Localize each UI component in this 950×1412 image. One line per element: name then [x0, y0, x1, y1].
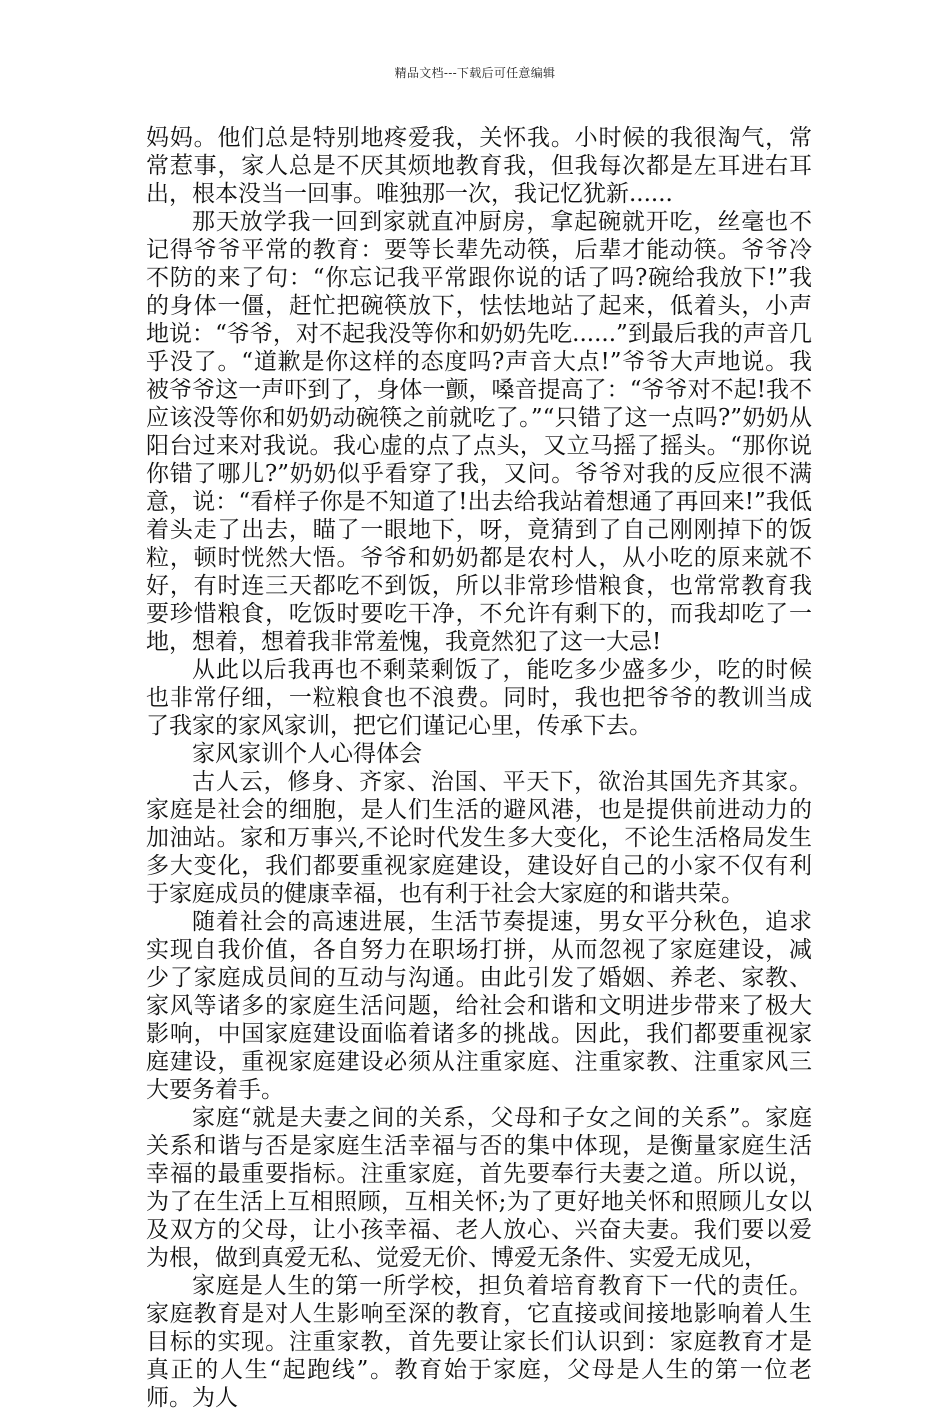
paragraph: 家庭是人生的第一所学校，担负着培育教育下一代的责任。家庭教育是对人生影响至深的教育，它直接或间接地影响着人生目标的实现。注重家教，首先要让家长们认识到：家庭教育才是真正的人生“起跑线”。教育始于家庭，父母是人生的第一位老师。为人	[146, 1273, 812, 1411]
paragraph: 从此以后我再也不剩菜剩饭了，能吃多少盛多少，吃的时候也非常仔细，一粒粮食也不浪费。同时，我也把爷爷的教训当成了我家的家风家训，把它们谨记心里，传承下去。	[146, 657, 812, 739]
paragraph: 古人云，修身、齐家、治国、平天下，欲治其国先齐其家。家庭是社会的细胞，是人们生活的避风港，也是提供前进动力的加油站。家和万事兴,不论时代发生多大变化，不论生活格局发生多大变化，我们都要重视家庭建设，建设好自己的小家不仅有利于家庭成员的健康幸福，也有利于社会大家庭的和谐共荣。	[146, 769, 812, 907]
paragraph: 家庭“就是夫妻之间的关系，父母和子女之间的关系”。家庭关系和谐与否是家庭生活幸福与否的集中体现，是衡量家庭生活幸福的最重要指标。注重家庭，首先要奉行夫妻之道。所以说，为了在生活上互相照顾，互相关怀;为了更好地关怀和照顾儿女以及双方的父母，让小孩幸福、老人放心、兴奋夫妻。我们要以爱为根，做到真爱无私、觉爱无价、博爱无条件、实爱无成见，	[146, 1105, 812, 1271]
document-body	[146, 124, 812, 1412]
paragraph: 那天放学我一回到家就直冲厨房，拿起碗就开吃，丝毫也不记得爷爷平常的教育：要等长辈先动筷，后辈才能动筷。爷爷冷不防的来了句：“你忘记我平常跟你说的话了吗?碗给我放下!”我的身体一僵，赶忙把碗筷放下，怯怯地站了起来，低着头，小声地说：“爷爷，对不起我没等你和奶奶先吃......”到最后我的声音几乎没了。“道歉是你这样的态度吗?声音大点!”爷爷大声地说。我被爷爷这一声吓到了，身体一颤，嗓音提高了：“爷爷对不起!我不应该没等你和奶奶动碗筷之前就吃了。”“只错了这一点吗?”奶奶从阳台过来对我说。我心虚的点了点头，又立马摇了摇头。“那你说你错了哪儿?”奶奶似乎看穿了我，又问。爷爷对我的反应很不满意，说：“看样子你是不知道了!出去给我站着想通了再回来!”我低着头走了出去，瞄了一眼地下，呀，竟猜到了自己刚刚掉下的饭粒，顿时恍然大悟。爷爷和奶奶都是农村人，从小吃的原来就不好，有时连三天都吃不到饭，所以非常珍惜粮食，也常常教育我要珍惜粮食，吃饭时要吃干净，不允许有剩下的，而我却吃了一地，想着，想着我非常羞愧，我竟然犯了这一大忌!	[146, 209, 812, 655]
page-header: 精品文档---下载后可任意编辑	[394, 66, 556, 80]
paragraph: 随着社会的高速进展，生活节奏提速，男女平分秋色，追求实现自我价值，各自努力在职场打拼，从而忽视了家庭建设，减少了家庭成员间的互动与沟通。由此引发了婚姻、养老、家教、家风等诸多的家庭生活问题，给社会和谐和文明进步带来了极大影响，中国家庭建设面临着诸多的挑战。因此，我们都要重视家庭建设，重视家庭建设必须从注重家庭、注重家教、注重家风三大要务着手。	[146, 909, 812, 1103]
section-title: 家风家训个人心得体会	[192, 741, 422, 767]
paragraph: 妈妈。他们总是特别地疼爱我，关怀我。小时候的我很淘气，常常惹事，家人总是不厌其烦地教育我，但我每次都是左耳进右耳出，根本没当一回事。唯独那一次，我记忆犹新......	[146, 125, 812, 207]
